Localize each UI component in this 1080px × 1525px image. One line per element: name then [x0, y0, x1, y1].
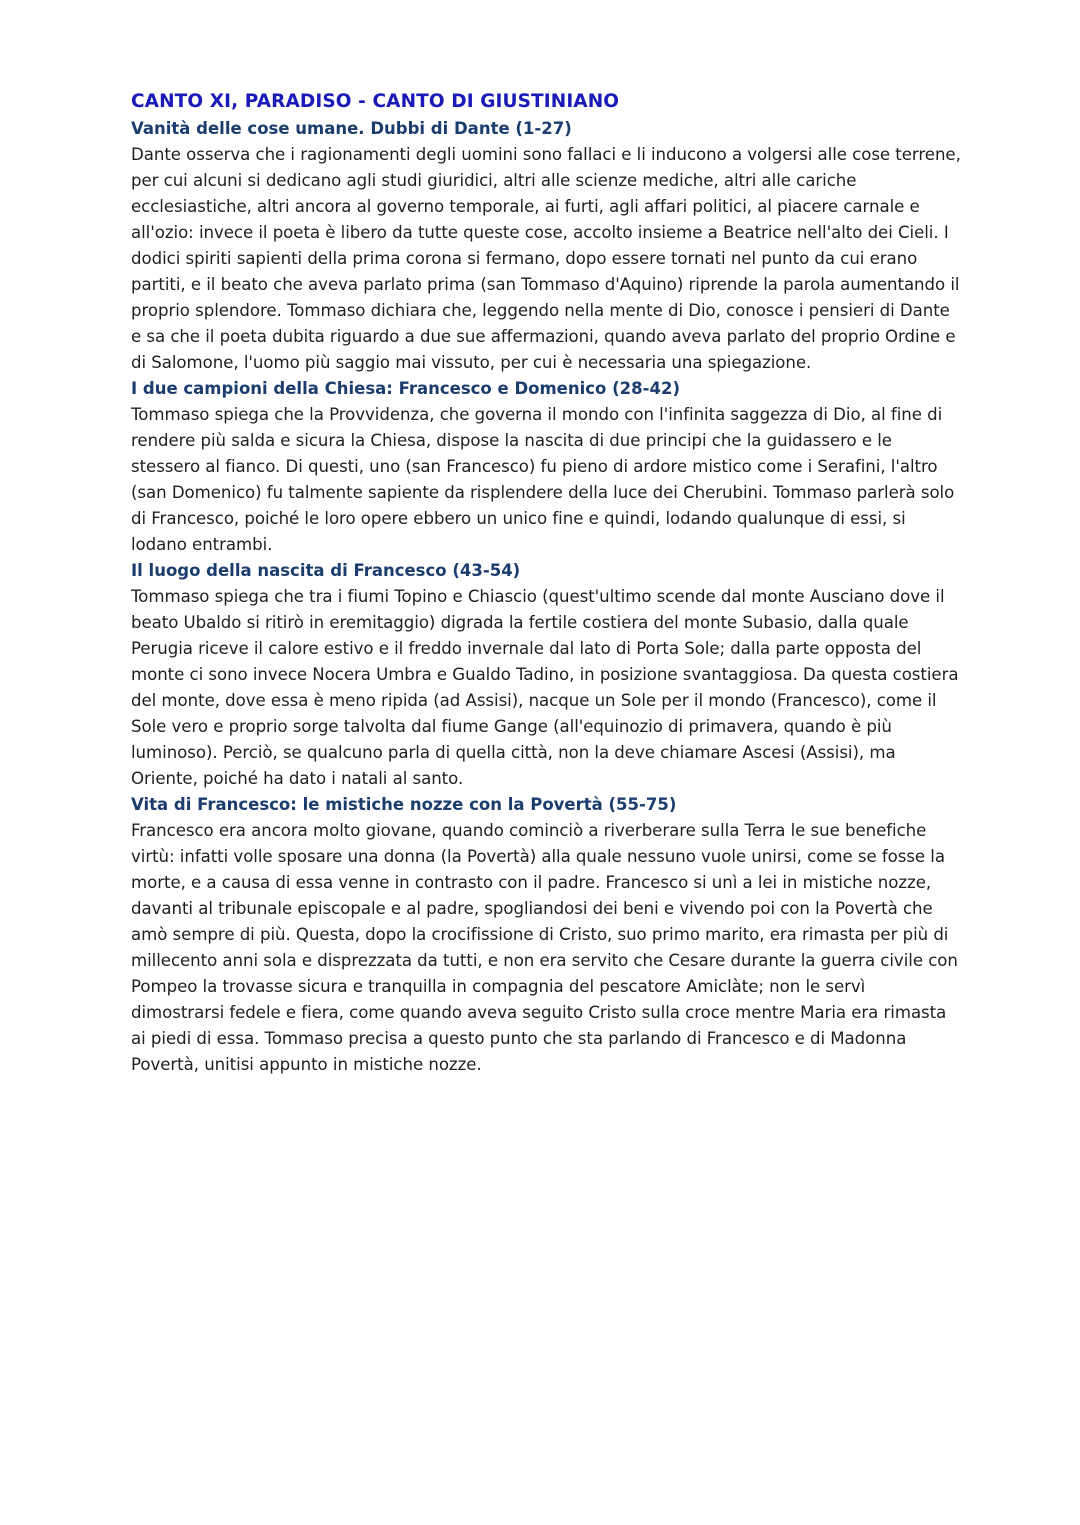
- section-heading: Il luogo della nascita di Francesco (43-54): [131, 561, 521, 580]
- document-title: CANTO XI, PARADISO - CANTO DI GIUSTINIANO: [131, 91, 620, 112]
- section-heading: I due campioni della Chiesa: Francesco e Domenico (28-42): [131, 379, 680, 398]
- section-paragraph: Tommaso spiega che tra i fiumi Topino e Chiascio (quest'ultimo scende dal monte Ausciano dove il beato Ubaldo si ritirò in eremitaggio) digrada la fertile costiera del monte Subasio, dalla quale Perugia riceve il calore estivo e il freddo invernale dal lato di Porta Sole; dalla parte opposta del monte ci sono invece Nocera Umbra e Gualdo Tadino, in posizione svantaggiosa. Da questa costiera del monte, dove essa è meno ripida (ad Assisi), nacque un Sole per il mondo (Francesco), come il Sole vero e proprio sorge talvolta dal fiume Gange (all'equinozio di primavera, quando è più luminoso). Perciò, se qualcuno parla di quella città, non la deve chiamare Ascesi (Assisi), ma Oriente, poiché ha dato i natali al santo.: [131, 587, 959, 788]
- section-nozze: [131, 792, 961, 1078]
- document-page: [131, 88, 961, 1078]
- section-campioni: [131, 376, 961, 558]
- section-heading: Vanità delle cose umane. Dubbi di Dante (1-27): [131, 119, 572, 138]
- section-paragraph: Tommaso spiega che la Provvidenza, che governa il mondo con l'infinita saggezza di Dio, al fine di rendere più salda e sicura la Chiesa, dispose la nascita di due principi che la guidassero e le stessero al fianco. Di questi, uno (san Francesco) fu pieno di ardore mistico come i Serafini, l'altro (san Domenico) fu talmente sapiente da risplendere della luce dei Cherubini. Tommaso parlerà solo di Francesco, poiché le loro opere ebbero un unico fine e quindi, lodando qualunque di essi, si lodano entrambi.: [131, 405, 955, 554]
- section-vanita: [131, 116, 961, 376]
- section-paragraph: Dante osserva che i ragionamenti degli uomini sono fallaci e li inducono a volgersi alle cose terrene, per cui alcuni si dedicano agli studi giuridici, altri alle scienze mediche, altri alle cariche ecclesiastiche, altri ancora al governo temporale, ai furti, agli affari politici, al piacere carnale e all'ozio: invece il poeta è libero da tutte queste cose, accolto insieme a Beatrice nell'alto dei Cieli. I dodici spiriti sapienti della prima corona si fermano, dopo essere tornati nel punto da cui erano partiti, e il beato che aveva parlato prima (san Tommaso d'Aquino) riprende la parola aumentando il proprio splendore. Tommaso dichiara che, leggendo nella mente di Dio, conosce i pensieri di Dante e sa che il poeta dubita riguardo a due sue affermazioni, quando aveva parlato del proprio Ordine e di Salomone, l'uomo più saggio mai vissuto, per cui è necessaria una spiegazione.: [131, 145, 961, 372]
- section-paragraph: Francesco era ancora molto giovane, quando cominciò a riverberare sulla Terra le sue benefiche virtù: infatti volle sposare una donna (la Povertà) alla quale nessuno vuole unirsi, come se fosse la morte, e a causa di essa venne in contrasto con il padre. Francesco si unì a lei in mistiche nozze, davanti al tribunale episcopale e al padre, spogliandosi dei beni e vivendo poi con la Povertà che amò sempre di più. Questa, dopo la crocifissione di Cristo, suo primo marito, era rimasta per più di millecento anni sola e disprezzata da tutti, e non era servito che Cesare durante la guerra civile con Pompeo la trovasse sicura e tranquilla in compagnia del pescatore Amiclàte; non le servì dimostrarsi fedele e fiera, come quando aveva seguito Cristo sulla croce mentre Maria era rimasta ai piedi di essa. Tommaso precisa a questo punto che sta parlando di Francesco e di Madonna Povertà, unitisi appunto in mistiche nozze.: [131, 821, 958, 1074]
- section-nascita: [131, 558, 961, 792]
- section-heading: Vita di Francesco: le mistiche nozze con la Povertà (55-75): [131, 795, 677, 814]
